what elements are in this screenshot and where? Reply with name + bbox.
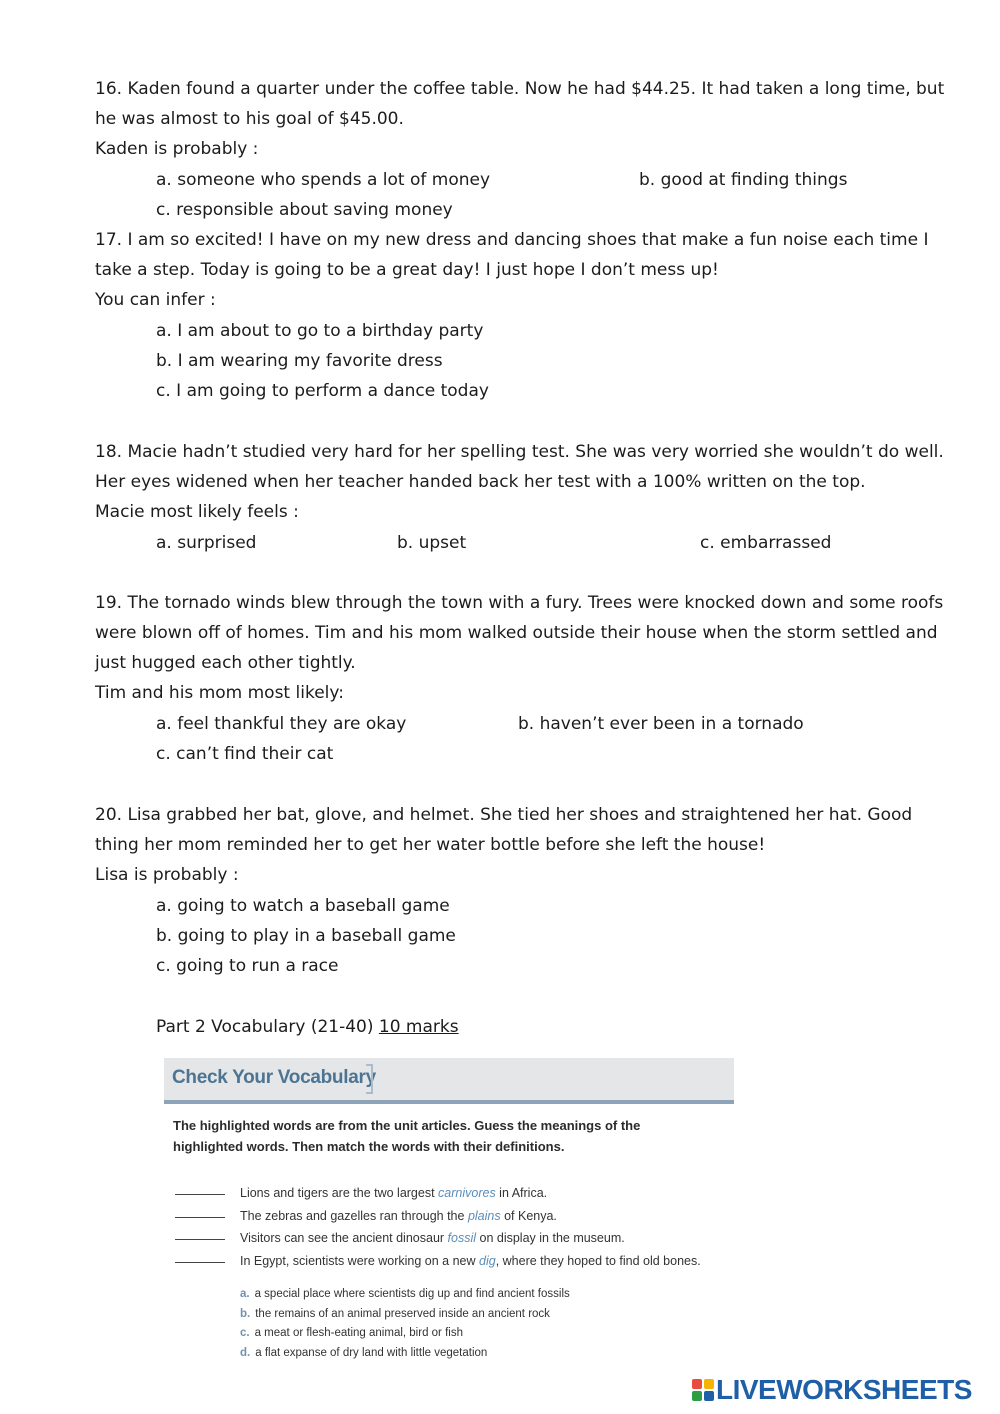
question-18 — [95, 437, 955, 527]
vocab-sentence-3 — [175, 1229, 625, 1247]
q19-option-a[interactable]: a. feel thankful they are okay — [156, 714, 407, 734]
definition-d — [240, 1345, 487, 1361]
highlighted-word: dig — [479, 1254, 496, 1268]
q16-option-a[interactable]: a. someone who spends a lot of money — [156, 170, 491, 190]
q16-option-b[interactable]: b. good at finding things — [639, 170, 848, 190]
question-18-text: 18. Macie hadn’t studied very hard for her spelling test. She was very worried she wouldn’t do well. Her eyes widened when her teacher handed back her test with a 100% written on the top. — [95, 442, 944, 492]
sentence-text: Lions and tigers are the two largest — [240, 1186, 439, 1200]
q17-option-a[interactable]: a. I am about to go to a birthday party — [156, 321, 484, 341]
question-16-text: 16. Kaden found a quarter under the coffee table. Now he had $44.25. It had taken a long time, but he was almost to his goal of $45.00. — [95, 79, 945, 129]
q20-option-a[interactable]: a. going to watch a baseball game — [156, 896, 450, 916]
sentence-text: Visitors can see the ancient dinosaur — [240, 1231, 448, 1245]
definition-text: a special place where scientists dig up and find ancient fossils — [254, 1288, 570, 1300]
definition-letter: d. — [240, 1347, 251, 1359]
logo-grid-icon — [692, 1379, 714, 1401]
part-2-marks: 10 marks — [378, 1017, 459, 1037]
question-16 — [95, 74, 955, 164]
logo-text: LIVEWORKSHEETS — [716, 1374, 972, 1405]
sentence-text: , where they hoped to find old bones. — [495, 1254, 701, 1268]
definition-letter: b. — [240, 1308, 251, 1320]
question-19-prompt: Tim and his mom most likely: — [95, 683, 344, 703]
q16-option-c[interactable]: c. responsible about saving money — [156, 200, 453, 220]
q17-option-c[interactable]: c. I am going to perform a dance today — [156, 381, 489, 401]
definition-letter: a. — [240, 1288, 250, 1300]
vocab-sentence-4 — [175, 1252, 701, 1270]
q19-option-b[interactable]: b. haven’t ever been in a tornado — [518, 714, 804, 734]
vocab-sentence-1 — [175, 1184, 547, 1202]
question-17-prompt: You can infer : — [95, 290, 216, 310]
part-2-title: Part 2 Vocabulary (21-40) — [156, 1017, 374, 1037]
part-2-heading — [156, 1012, 459, 1042]
bracket-decoration — [366, 1064, 373, 1094]
definition-a — [240, 1286, 570, 1302]
answer-blank-4[interactable] — [175, 1262, 225, 1263]
definition-b — [240, 1306, 550, 1322]
question-17-text: 17. I am so excited! I have on my new dress and dancing shoes that make a fun noise each time I take a step. Today is going to be a great day! I just hope I don’t mess up! — [95, 230, 929, 280]
definition-c — [240, 1325, 463, 1341]
sentence-text: The zebras and gazelles ran through the — [240, 1209, 468, 1223]
definition-text: a flat expanse of dry land with little vegetation — [255, 1347, 488, 1359]
definition-text: the remains of an animal preserved inside an ancient rock — [255, 1308, 550, 1320]
q18-option-a[interactable]: a. surprised — [156, 533, 257, 553]
vocab-sentence-2 — [175, 1207, 557, 1225]
definition-letter: c. — [240, 1327, 250, 1339]
question-20 — [95, 800, 955, 890]
q17-option-b[interactable]: b. I am wearing my favorite dress — [156, 351, 443, 371]
sentence-text: in Africa. — [495, 1186, 548, 1200]
highlighted-word: fossil — [447, 1231, 477, 1245]
highlighted-word: plains — [467, 1209, 501, 1223]
question-19-text: 19. The tornado winds blew through the town with a fury. Trees were knocked down and some roofs were blown off of homes. Tim and his mom walked outside their house when the storm settled and just hugged each other tightly. — [95, 593, 944, 673]
q18-option-c[interactable]: c. embarrassed — [700, 533, 832, 553]
question-18-prompt: Macie most likely feels : — [95, 502, 299, 522]
q20-option-b[interactable]: b. going to play in a baseball game — [156, 926, 456, 946]
vocabulary-header — [164, 1058, 734, 1104]
sentence-text: In Egypt, scientists were working on a new — [240, 1254, 480, 1268]
q20-option-c[interactable]: c. going to run a race — [156, 956, 339, 976]
highlighted-word: carnivores — [438, 1186, 496, 1200]
question-20-text: 20. Lisa grabbed her bat, glove, and helmet. She tied her shoes and straightened her hat. Good thing her mom reminded her to get her water bottle before she left the house! — [95, 805, 913, 855]
vocabulary-title: Check Your Vocabulary — [172, 1067, 376, 1088]
question-17 — [95, 225, 955, 315]
answer-blank-3[interactable] — [175, 1239, 225, 1240]
sentence-text: on display in the museum. — [476, 1231, 625, 1245]
definition-text: a meat or flesh-eating animal, bird or fish — [254, 1327, 463, 1339]
answer-blank-2[interactable] — [175, 1217, 225, 1218]
q19-option-c[interactable]: c. can’t find their cat — [156, 744, 334, 764]
answer-blank-1[interactable] — [175, 1194, 225, 1195]
vocabulary-box — [164, 1058, 734, 1368]
question-16-prompt: Kaden is probably : — [95, 139, 259, 159]
vocabulary-instructions: The highlighted words are from the unit articles. Guess the meanings of the highlighted words. Then match the words with their definitions. — [173, 1118, 641, 1154]
sentence-text: of Kenya. — [500, 1209, 557, 1223]
question-19 — [95, 588, 955, 708]
question-20-prompt: Lisa is probably : — [95, 865, 239, 885]
q18-option-b[interactable]: b. upset — [397, 533, 467, 553]
